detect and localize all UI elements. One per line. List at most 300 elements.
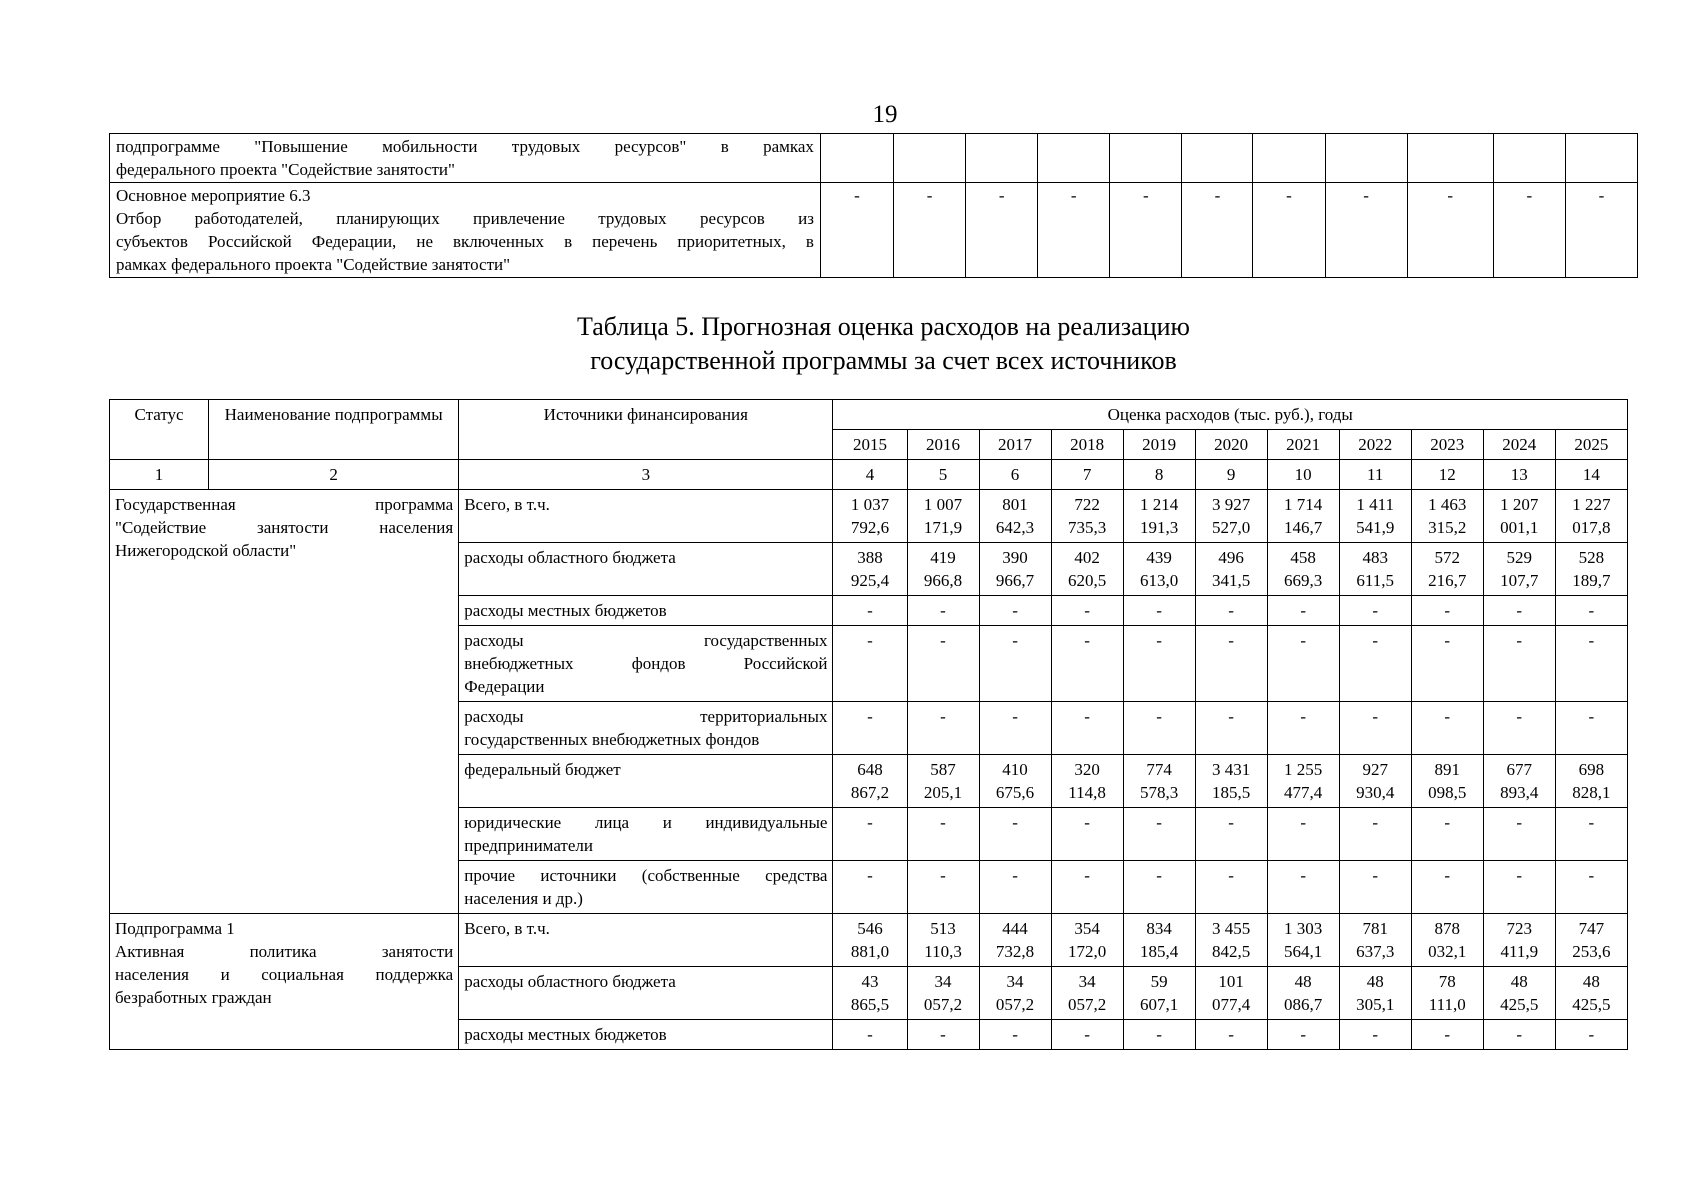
- amount-cell: -: [1267, 1020, 1339, 1050]
- column-number: 13: [1483, 460, 1555, 490]
- amount-low-part: 867,2: [850, 783, 890, 802]
- year-header: 2025: [1555, 430, 1627, 460]
- funding-source-cell: [459, 702, 833, 755]
- amount-cell: [1051, 755, 1123, 808]
- amount-cell: -: [1411, 861, 1483, 914]
- amount-high-part: 390: [1002, 548, 1028, 567]
- amount-low-part: 966,7: [995, 571, 1035, 590]
- amount-cell: -: [979, 861, 1051, 914]
- caption-line: Таблица 5. Прогнозная оценка расходов на реализацию: [577, 312, 1190, 341]
- amount-cell: -: [907, 808, 979, 861]
- header-funding-sources: Источники финансирования: [459, 400, 833, 460]
- amount-cell: [833, 755, 907, 808]
- amount-cell: -: [1051, 702, 1123, 755]
- amount-cell: -: [1195, 596, 1267, 626]
- amount-cell: -: [833, 1020, 907, 1050]
- amount-cell: -: [1555, 626, 1627, 702]
- funding-source-cell: [459, 1020, 833, 1050]
- value-cell: [1182, 134, 1253, 183]
- amount-low-part: 057,2: [1067, 995, 1107, 1014]
- amount-high-part: 677: [1506, 760, 1533, 779]
- amount-high-part: 1 714: [1284, 495, 1323, 514]
- amount-high-part: 528: [1578, 548, 1605, 567]
- amount-high-part: 439: [1146, 548, 1172, 567]
- amount-low-part: 732,8: [995, 942, 1035, 961]
- status-line: населения и социальная поддержка: [115, 965, 454, 984]
- amount-low-part: 842,5: [1212, 942, 1251, 961]
- column-number: 2: [209, 460, 459, 490]
- amount-high-part: 444: [1002, 919, 1028, 938]
- amount-cell: -: [1483, 808, 1555, 861]
- year-header: 2023: [1411, 430, 1483, 460]
- source-line: расходы областного бюджета: [464, 548, 676, 567]
- amount-cell: [1411, 755, 1483, 808]
- amount-cell: [1123, 490, 1195, 543]
- column-number: 11: [1339, 460, 1411, 490]
- source-line: юридические лица и индивидуальные: [464, 813, 828, 832]
- amount-cell: -: [1411, 1020, 1483, 1050]
- amount-low-part: 620,5: [1067, 571, 1107, 590]
- amount-cell: [1483, 914, 1555, 967]
- amount-high-part: 927: [1362, 760, 1388, 779]
- year-header: 2015: [833, 430, 907, 460]
- value-cell: -: [894, 183, 966, 278]
- amount-high-part: 1 303: [1284, 919, 1323, 938]
- amount-cell: -: [907, 596, 979, 626]
- amount-cell: -: [979, 808, 1051, 861]
- value-cell: [1253, 134, 1325, 183]
- column-number: 9: [1195, 460, 1267, 490]
- table-row: [110, 914, 1628, 967]
- amount-high-part: 354: [1074, 919, 1100, 938]
- source-line: прочие источники (собственные средства: [464, 866, 828, 885]
- amount-high-part: 546: [857, 919, 883, 938]
- value-cell: [1493, 134, 1565, 183]
- amount-cell: [1051, 914, 1123, 967]
- amount-cell: -: [1483, 861, 1555, 914]
- amount-cell: -: [1483, 1020, 1555, 1050]
- year-header: 2016: [907, 430, 979, 460]
- funding-source-cell: [459, 861, 833, 914]
- amount-cell: [1051, 967, 1123, 1020]
- amount-cell: [1267, 914, 1339, 967]
- amount-low-part: 611,5: [1356, 571, 1395, 590]
- amount-cell: [1195, 914, 1267, 967]
- amount-low-part: 669,3: [1284, 571, 1323, 590]
- source-line: Всего, в т.ч.: [464, 919, 550, 938]
- amount-low-part: 564,1: [1284, 942, 1323, 961]
- column-number: 4: [833, 460, 907, 490]
- amount-low-part: 865,5: [850, 995, 890, 1014]
- amount-high-part: 834: [1146, 919, 1172, 938]
- column-number: 12: [1411, 460, 1483, 490]
- amount-cell: -: [833, 702, 907, 755]
- amount-high-part: 513: [930, 919, 956, 938]
- amount-cell: -: [1051, 596, 1123, 626]
- amount-cell: -: [833, 861, 907, 914]
- amount-cell: -: [907, 702, 979, 755]
- amount-cell: [1267, 543, 1339, 596]
- source-line: населения и др.): [464, 889, 583, 908]
- status-line: "Содействие занятости населения: [115, 518, 454, 537]
- funding-source-cell: [459, 490, 833, 543]
- source-line: внебюджетных фондов Российской: [464, 654, 828, 673]
- funding-source-cell: [459, 808, 833, 861]
- expenses-table: [109, 399, 1628, 1050]
- amount-cell: -: [1051, 861, 1123, 914]
- amount-cell: [1267, 967, 1339, 1020]
- amount-low-part: 527,0: [1212, 518, 1251, 537]
- amount-cell: [1411, 543, 1483, 596]
- amount-cell: -: [1555, 702, 1627, 755]
- value-cell: -: [1038, 183, 1110, 278]
- amount-cell: -: [1411, 626, 1483, 702]
- amount-cell: [1339, 914, 1411, 967]
- amount-low-part: 057,2: [995, 995, 1035, 1014]
- amount-high-part: 78: [1438, 972, 1456, 991]
- amount-low-part: 613,0: [1139, 571, 1179, 590]
- amount-cell: -: [1339, 702, 1411, 755]
- amount-cell: [1123, 543, 1195, 596]
- amount-cell: [833, 490, 907, 543]
- amount-cell: -: [1555, 861, 1627, 914]
- amount-low-part: 305,1: [1356, 995, 1395, 1014]
- amount-high-part: 1 227: [1572, 495, 1611, 514]
- amount-high-part: 320: [1074, 760, 1100, 779]
- amount-high-part: 101: [1218, 972, 1244, 991]
- amount-low-part: 637,3: [1356, 942, 1395, 961]
- amount-low-part: 607,1: [1139, 995, 1179, 1014]
- amount-high-part: 402: [1074, 548, 1100, 567]
- amount-cell: [1483, 755, 1555, 808]
- status-cell: [110, 490, 459, 914]
- source-line: Всего, в т.ч.: [464, 495, 550, 514]
- amount-cell: -: [1555, 1020, 1627, 1050]
- amount-low-part: 216,7: [1428, 571, 1467, 590]
- table-row: [110, 183, 1638, 278]
- amount-low-part: 930,4: [1356, 783, 1395, 802]
- amount-cell: -: [1123, 1020, 1195, 1050]
- table-caption: [0, 310, 1697, 378]
- amount-low-part: 189,7: [1572, 571, 1611, 590]
- amount-low-part: 735,3: [1067, 518, 1107, 537]
- amount-cell: [1555, 490, 1627, 543]
- funding-source-cell: [459, 543, 833, 596]
- description-line: федерального проекта "Содействие занятости": [116, 160, 455, 179]
- amount-cell: -: [1267, 702, 1339, 755]
- amount-low-part: 341,5: [1212, 571, 1251, 590]
- year-header: 2019: [1123, 430, 1195, 460]
- amount-low-part: 881,0: [850, 942, 890, 961]
- amount-cell: -: [1123, 808, 1195, 861]
- value-cell: -: [1325, 183, 1407, 278]
- amount-cell: -: [833, 808, 907, 861]
- value-cell: [894, 134, 966, 183]
- amount-high-part: 419: [930, 548, 956, 567]
- year-header: 2020: [1195, 430, 1267, 460]
- amount-cell: [907, 490, 979, 543]
- amount-cell: -: [1051, 626, 1123, 702]
- amount-cell: -: [1123, 626, 1195, 702]
- amount-high-part: 1 463: [1428, 495, 1467, 514]
- amount-cell: [833, 967, 907, 1020]
- amount-cell: [1555, 914, 1627, 967]
- header-row: [110, 400, 1628, 430]
- amount-low-part: 185,5: [1212, 783, 1251, 802]
- amount-cell: -: [833, 626, 907, 702]
- amount-low-part: 675,6: [995, 783, 1035, 802]
- year-header: 2024: [1483, 430, 1555, 460]
- year-header: 2022: [1339, 430, 1411, 460]
- amount-cell: [1195, 967, 1267, 1020]
- amount-low-part: 171,9: [923, 518, 963, 537]
- amount-high-part: 572: [1434, 548, 1460, 567]
- amount-low-part: 001,1: [1500, 518, 1539, 537]
- amount-cell: [1195, 755, 1267, 808]
- amount-low-part: 110,3: [924, 942, 962, 961]
- amount-cell: -: [1339, 1020, 1411, 1050]
- amount-cell: -: [979, 1020, 1051, 1050]
- activity-description-cell: [110, 134, 821, 183]
- amount-high-part: 48: [1510, 972, 1528, 991]
- description-line: рамках федерального проекта "Содействие занятости": [116, 255, 511, 274]
- amount-high-part: 3 455: [1212, 919, 1251, 938]
- amount-low-part: 172,0: [1067, 942, 1107, 961]
- amount-cell: -: [1339, 626, 1411, 702]
- value-cell: -: [1182, 183, 1253, 278]
- amount-cell: -: [1411, 596, 1483, 626]
- amount-high-part: 458: [1290, 548, 1316, 567]
- caption-line: государственной программы за счет всех источников: [590, 346, 1177, 375]
- page-number: 19: [872, 101, 898, 128]
- amount-high-part: 43: [861, 972, 879, 991]
- amount-low-part: 205,1: [923, 783, 963, 802]
- amount-high-part: 410: [1002, 760, 1028, 779]
- year-header: 2017: [979, 430, 1051, 460]
- source-line: расходы территориальных: [464, 707, 828, 726]
- amount-cell: -: [979, 626, 1051, 702]
- value-cell: [820, 134, 893, 183]
- amount-high-part: 1 214: [1139, 495, 1179, 514]
- amount-cell: [1339, 490, 1411, 543]
- amount-low-part: 253,6: [1572, 942, 1611, 961]
- amount-cell: -: [1339, 861, 1411, 914]
- year-header: 2021: [1267, 430, 1339, 460]
- amount-cell: [1411, 967, 1483, 1020]
- amount-cell: [979, 490, 1051, 543]
- column-number: 6: [979, 460, 1051, 490]
- source-line: расходы областного бюджета: [464, 972, 676, 991]
- amount-cell: [1195, 543, 1267, 596]
- funding-source-cell: [459, 596, 833, 626]
- continuation-table: [109, 133, 1638, 278]
- amount-low-part: 477,4: [1284, 783, 1323, 802]
- amount-cell: -: [1195, 1020, 1267, 1050]
- description-line: Основное мероприятие 6.3: [116, 186, 311, 205]
- amount-low-part: 828,1: [1572, 783, 1611, 802]
- status-line: Нижегородской области": [115, 541, 297, 560]
- amount-cell: -: [1267, 861, 1339, 914]
- amount-high-part: 781: [1362, 919, 1388, 938]
- status-line: Подпрограмма 1: [115, 919, 235, 938]
- amount-cell: -: [1483, 626, 1555, 702]
- amount-high-part: 698: [1578, 760, 1605, 779]
- amount-cell: -: [907, 626, 979, 702]
- amount-high-part: 747: [1578, 919, 1605, 938]
- amount-cell: -: [1411, 702, 1483, 755]
- amount-cell: [1555, 967, 1627, 1020]
- column-number: 1: [110, 460, 209, 490]
- amount-high-part: 1 207: [1500, 495, 1539, 514]
- amount-low-part: 111,0: [1428, 995, 1466, 1014]
- source-line: расходы местных бюджетов: [464, 601, 667, 620]
- amount-high-part: 48: [1366, 972, 1384, 991]
- description-line: Отбор работодателей, планирующих привлечение трудовых ресурсов из: [116, 209, 814, 228]
- amount-cell: [1051, 490, 1123, 543]
- amount-high-part: 878: [1434, 919, 1460, 938]
- amount-cell: -: [1123, 702, 1195, 755]
- amount-cell: [1339, 967, 1411, 1020]
- amount-low-part: 541,9: [1356, 518, 1395, 537]
- source-line: Федерации: [464, 677, 545, 696]
- amount-cell: [1051, 543, 1123, 596]
- amount-high-part: 388: [857, 548, 883, 567]
- amount-cell: [979, 755, 1051, 808]
- amount-low-part: 792,6: [850, 518, 890, 537]
- table-row: [110, 490, 1628, 543]
- amount-high-part: 891: [1434, 760, 1460, 779]
- amount-cell: -: [1051, 1020, 1123, 1050]
- amount-cell: -: [1339, 808, 1411, 861]
- value-cell: [1565, 134, 1637, 183]
- amount-high-part: 1 037: [850, 495, 890, 514]
- column-number: 8: [1123, 460, 1195, 490]
- source-line: предприниматели: [464, 836, 593, 855]
- amount-low-part: 425,5: [1572, 995, 1611, 1014]
- amount-cell: [1483, 490, 1555, 543]
- amount-high-part: 3 431: [1212, 760, 1251, 779]
- status-line: безработных граждан: [115, 988, 272, 1007]
- column-number: 5: [907, 460, 979, 490]
- header-expense-estimate: Оценка расходов (тыс. руб.), годы: [833, 400, 1628, 430]
- source-line: федеральный бюджет: [464, 760, 621, 779]
- amount-low-part: 017,8: [1572, 518, 1611, 537]
- funding-source-cell: [459, 914, 833, 967]
- amount-low-part: 315,2: [1428, 518, 1467, 537]
- column-number: 14: [1555, 460, 1627, 490]
- amount-high-part: 3 927: [1212, 495, 1251, 514]
- amount-high-part: 801: [1002, 495, 1028, 514]
- column-number: 3: [459, 460, 833, 490]
- amount-high-part: 648: [857, 760, 883, 779]
- amount-cell: -: [1339, 596, 1411, 626]
- funding-source-cell: [459, 967, 833, 1020]
- amount-high-part: 48: [1294, 972, 1312, 991]
- amount-high-part: 34: [934, 972, 952, 991]
- amount-high-part: 483: [1362, 548, 1388, 567]
- amount-cell: -: [1267, 808, 1339, 861]
- amount-low-part: 098,5: [1428, 783, 1467, 802]
- table-row: [110, 134, 1638, 183]
- amount-high-part: 48: [1582, 972, 1600, 991]
- amount-cell: -: [907, 861, 979, 914]
- amount-cell: -: [1051, 808, 1123, 861]
- amount-cell: [1555, 755, 1627, 808]
- amount-low-part: 966,8: [923, 571, 963, 590]
- source-line: расходы государственных: [464, 631, 828, 650]
- amount-cell: -: [907, 1020, 979, 1050]
- amount-low-part: 191,3: [1139, 518, 1179, 537]
- amount-cell: -: [1195, 626, 1267, 702]
- amount-low-part: 057,2: [923, 995, 963, 1014]
- amount-low-part: 411,9: [1500, 942, 1539, 961]
- amount-low-part: 114,8: [1068, 783, 1106, 802]
- amount-low-part: 425,5: [1500, 995, 1539, 1014]
- amount-cell: -: [1555, 808, 1627, 861]
- amount-cell: [1123, 967, 1195, 1020]
- amount-cell: -: [1555, 596, 1627, 626]
- amount-high-part: 1 411: [1356, 495, 1395, 514]
- funding-source-cell: [459, 755, 833, 808]
- amount-cell: -: [1195, 808, 1267, 861]
- amount-cell: [1123, 914, 1195, 967]
- source-line: государственных внебюджетных фондов: [464, 730, 760, 749]
- column-number: 10: [1267, 460, 1339, 490]
- amount-cell: [1267, 490, 1339, 543]
- amount-cell: -: [1123, 596, 1195, 626]
- amount-cell: [833, 914, 907, 967]
- amount-low-part: 146,7: [1284, 518, 1323, 537]
- amount-cell: -: [1195, 861, 1267, 914]
- amount-cell: -: [1483, 702, 1555, 755]
- amount-cell: [1195, 490, 1267, 543]
- column-number: 7: [1051, 460, 1123, 490]
- value-cell: -: [1407, 183, 1493, 278]
- description-line: субъектов Российской Федерации, не включенных в перечень приоритетных, в: [116, 232, 814, 251]
- amount-high-part: 722: [1074, 495, 1100, 514]
- amount-cell: [907, 543, 979, 596]
- amount-cell: [979, 914, 1051, 967]
- amount-low-part: 185,4: [1139, 942, 1179, 961]
- value-cell: [1325, 134, 1407, 183]
- amount-cell: [1411, 490, 1483, 543]
- funding-source-cell: [459, 626, 833, 702]
- amount-high-part: 496: [1218, 548, 1244, 567]
- amount-high-part: 1 255: [1284, 760, 1323, 779]
- column-numbers-row: [110, 460, 1628, 490]
- amount-low-part: 578,3: [1139, 783, 1179, 802]
- amount-cell: -: [1195, 702, 1267, 755]
- amount-high-part: 1 007: [923, 495, 963, 514]
- amount-cell: [979, 967, 1051, 1020]
- status-line: Активная политика занятости: [115, 942, 454, 961]
- amount-cell: -: [979, 702, 1051, 755]
- amount-cell: [907, 755, 979, 808]
- amount-cell: -: [979, 596, 1051, 626]
- amount-low-part: 642,3: [995, 518, 1035, 537]
- header-status: Статус: [110, 400, 209, 460]
- amount-cell: [1267, 755, 1339, 808]
- amount-cell: -: [1267, 626, 1339, 702]
- amount-cell: [1339, 543, 1411, 596]
- value-cell: -: [1565, 183, 1637, 278]
- amount-low-part: 893,4: [1500, 783, 1539, 802]
- amount-high-part: 529: [1506, 548, 1533, 567]
- activity-description-cell: [110, 183, 821, 278]
- amount-cell: [1555, 543, 1627, 596]
- amount-high-part: 774: [1146, 760, 1172, 779]
- amount-cell: -: [833, 596, 907, 626]
